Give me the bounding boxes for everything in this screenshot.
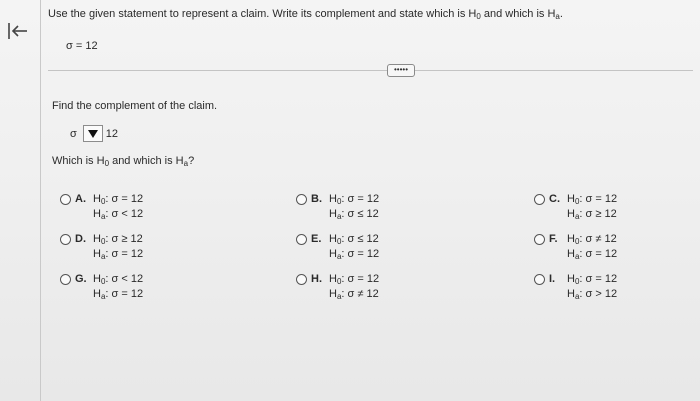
null-hypothesis: $H_0$: σ ≠ 12 [567,233,617,246]
alternative-hypothesis: $H_a$: σ ≤ 12 [329,208,379,221]
option-letter: H. [311,273,322,285]
radio-button[interactable] [534,194,545,205]
radio-button[interactable] [60,274,71,285]
null-hypothesis: $H_0$: σ = 12 [329,273,380,286]
option-letter: D. [75,233,86,245]
radio-button[interactable] [60,194,71,205]
complement-row [70,125,118,142]
option-letter: G. [75,273,87,285]
option-letter: I. [549,273,556,285]
alternative-hypothesis: $H_a$: σ = 12 [329,248,380,261]
null-hypothesis: $H_0$: σ < 12 [93,273,144,286]
collapse-left-icon[interactable] [7,22,29,40]
alternative-hypothesis: $H_a$: σ > 12 [567,288,618,301]
radio-button[interactable] [534,274,545,285]
null-hypothesis: $H_0$: σ = 12 [329,193,380,206]
null-hypothesis: $H_0$: σ = 12 [567,193,618,206]
which-hypothesis-label: Which is $H_0$ and which is $H_a$? [52,155,195,168]
claim-statement: σ = 12 [66,40,98,52]
find-complement-label: Find the complement of the claim. [52,100,218,112]
radio-button[interactable] [296,194,307,205]
radio-button[interactable] [534,234,545,245]
question-text: Use the given statement to represent a claim. Write its complement and state which is $H_0$ and which is $H_a$. [48,8,563,21]
left-divider [40,0,41,401]
option-letter: C. [549,193,560,205]
null-hypothesis: $H_0$: σ ≥ 12 [93,233,143,246]
complement-value: 12 [105,127,119,140]
radio-button[interactable] [60,234,71,245]
alternative-hypothesis: $H_a$: σ = 12 [93,288,144,301]
option-letter: E. [311,233,322,245]
null-hypothesis: $H_0$: σ = 12 [567,273,618,286]
alternative-hypothesis: $H_a$: σ < 12 [93,208,144,221]
option-letter: F. [549,233,558,245]
option-letter: B. [311,193,322,205]
radio-button[interactable] [296,274,307,285]
relation-dropdown[interactable] [83,125,103,142]
null-hypothesis: $H_0$: σ ≤ 12 [329,233,379,246]
dropdown-arrow-icon [88,130,98,138]
sigma-symbol: σ [70,127,77,140]
alternative-hypothesis: $H_a$: σ = 12 [93,248,144,261]
section-divider [48,70,693,71]
null-hypothesis: $H_0$: σ = 12 [93,193,144,206]
alternative-hypothesis: $H_a$: σ ≥ 12 [567,208,617,221]
alternative-hypothesis: $H_a$: σ = 12 [567,248,618,261]
alternative-hypothesis: $H_a$: σ ≠ 12 [329,288,379,301]
more-button[interactable]: ••••• [387,64,415,77]
radio-button[interactable] [296,234,307,245]
option-letter: A. [75,193,86,205]
